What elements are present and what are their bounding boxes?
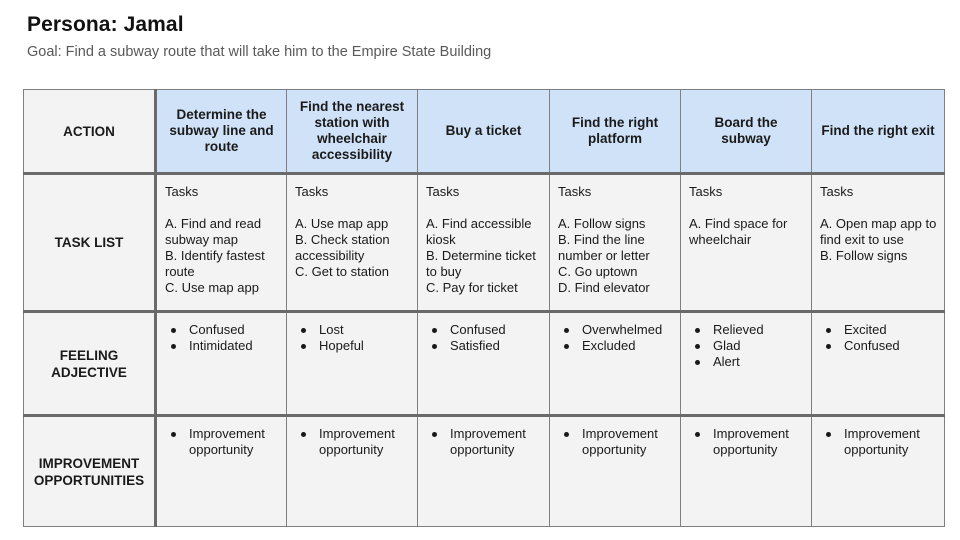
stage-header: Board the subway xyxy=(681,90,812,174)
feeling-cell xyxy=(418,312,550,416)
feeling-list xyxy=(812,313,944,354)
row-label-task-list: TASK LIST xyxy=(24,174,156,312)
task-list-row xyxy=(24,174,945,312)
task-list xyxy=(681,175,811,248)
improvement-item: Improvement opportunity xyxy=(689,426,805,458)
improvement-list-items xyxy=(689,426,805,458)
improvement-item: Improvement opportunity xyxy=(165,426,280,458)
feeling-list-items xyxy=(820,322,938,354)
improvement-list xyxy=(418,417,549,458)
improvement-row xyxy=(24,416,945,527)
improvement-list xyxy=(157,417,286,458)
stage-header: Buy a ticket xyxy=(418,90,550,174)
improvement-list xyxy=(287,417,417,458)
stage-header: Find the right platform xyxy=(550,90,681,174)
improvement-list-items xyxy=(295,426,411,458)
tasks-heading: Tasks xyxy=(558,184,592,199)
feeling-item: Glad xyxy=(689,338,805,354)
row-label-action: ACTION xyxy=(24,90,156,174)
feeling-list-items xyxy=(689,322,805,370)
feeling-item: Confused xyxy=(426,322,543,338)
task-cell xyxy=(156,174,287,312)
improvement-list xyxy=(550,417,680,458)
page-title: Persona: Jamal xyxy=(27,13,184,36)
improvement-cell xyxy=(550,416,681,527)
feeling-row xyxy=(24,312,945,416)
task-item: B. Identify fastest route xyxy=(165,248,265,279)
feeling-list xyxy=(681,313,811,370)
feeling-item: Confused xyxy=(165,322,280,338)
task-list xyxy=(812,175,944,264)
improvement-list xyxy=(681,417,811,458)
task-item: A. Find accessible kiosk xyxy=(426,216,532,247)
improvement-list-items xyxy=(426,426,543,458)
action-row xyxy=(24,90,945,174)
improvement-cell xyxy=(156,416,287,527)
feeling-item: Hopeful xyxy=(295,338,411,354)
persona-goal: Goal: Find a subway route that will take him to the Empire State Building xyxy=(27,44,492,60)
task-item: A. Find and read subway map xyxy=(165,216,262,247)
feeling-list-items xyxy=(426,322,543,354)
tasks-heading: Tasks xyxy=(165,184,199,199)
improvement-item: Improvement opportunity xyxy=(820,426,938,458)
improvement-list-items xyxy=(558,426,674,458)
task-item: C. Get to station xyxy=(295,264,389,279)
feeling-list xyxy=(550,313,680,354)
feeling-item: Intimidated xyxy=(165,338,280,354)
task-item: C. Use map app xyxy=(165,280,259,295)
tasks-heading: Tasks xyxy=(820,184,854,199)
task-item: B. Follow signs xyxy=(820,248,908,263)
task-item: A. Find space for wheelchair xyxy=(689,216,788,247)
task-item: D. Find elevator xyxy=(558,280,650,295)
feeling-item: Excluded xyxy=(558,338,674,354)
feeling-list xyxy=(157,313,286,354)
feeling-cell xyxy=(156,312,287,416)
feeling-item: Confused xyxy=(820,338,938,354)
stage-header: Find the right exit xyxy=(812,90,945,174)
feeling-item: Relieved xyxy=(689,322,805,338)
task-cell xyxy=(287,174,418,312)
feeling-cell xyxy=(681,312,812,416)
task-item: B. Determine ticket to buy xyxy=(426,248,536,279)
stage-header: Find the nearest station with wheelchair accessibility xyxy=(287,90,418,174)
task-item: C. Go uptown xyxy=(558,264,638,279)
task-list xyxy=(157,175,286,296)
task-cell xyxy=(550,174,681,312)
feeling-item: Alert xyxy=(689,354,805,370)
tasks-heading: Tasks xyxy=(689,184,723,199)
stage-header: Determine the subway line and route xyxy=(156,90,287,174)
feeling-list xyxy=(418,313,549,354)
task-item: A. Use map app xyxy=(295,216,389,231)
feeling-cell xyxy=(812,312,945,416)
feeling-item: Lost xyxy=(295,322,411,338)
improvement-list-items xyxy=(165,426,280,458)
improvement-item: Improvement opportunity xyxy=(295,426,411,458)
improvement-cell xyxy=(418,416,550,527)
improvement-cell xyxy=(287,416,418,527)
improvement-list xyxy=(812,417,944,458)
feeling-item: Excited xyxy=(820,322,938,338)
task-cell xyxy=(418,174,550,312)
tasks-heading: Tasks xyxy=(426,184,460,199)
task-item: A. Open map app to find exit to use xyxy=(820,216,937,247)
task-item: C. Pay for ticket xyxy=(426,280,518,295)
feeling-list-items xyxy=(165,322,280,354)
task-list xyxy=(550,175,680,296)
task-cell xyxy=(812,174,945,312)
feeling-item: Satisfied xyxy=(426,338,543,354)
improvement-item: Improvement opportunity xyxy=(558,426,674,458)
tasks-heading: Tasks xyxy=(295,184,329,199)
task-cell xyxy=(681,174,812,312)
row-label-improvement: IMPROVEMENT OPPORTUNITIES xyxy=(24,416,156,527)
improvement-item: Improvement opportunity xyxy=(426,426,543,458)
task-list xyxy=(418,175,549,296)
feeling-list-items xyxy=(295,322,411,354)
improvement-cell xyxy=(812,416,945,527)
task-item: A. Follow signs xyxy=(558,216,646,231)
feeling-cell xyxy=(550,312,681,416)
row-label-feeling: FEELING ADJECTIVE xyxy=(24,312,156,416)
feeling-list-items xyxy=(558,322,674,354)
feeling-cell xyxy=(287,312,418,416)
task-item: B. Find the line number or letter xyxy=(558,232,650,263)
improvement-list-items xyxy=(820,426,938,458)
feeling-item: Overwhelmed xyxy=(558,322,674,338)
improvement-cell xyxy=(681,416,812,527)
task-item: B. Check station accessibility xyxy=(295,232,390,263)
feeling-list xyxy=(287,313,417,354)
journey-map-table xyxy=(23,89,945,527)
task-list xyxy=(287,175,417,280)
